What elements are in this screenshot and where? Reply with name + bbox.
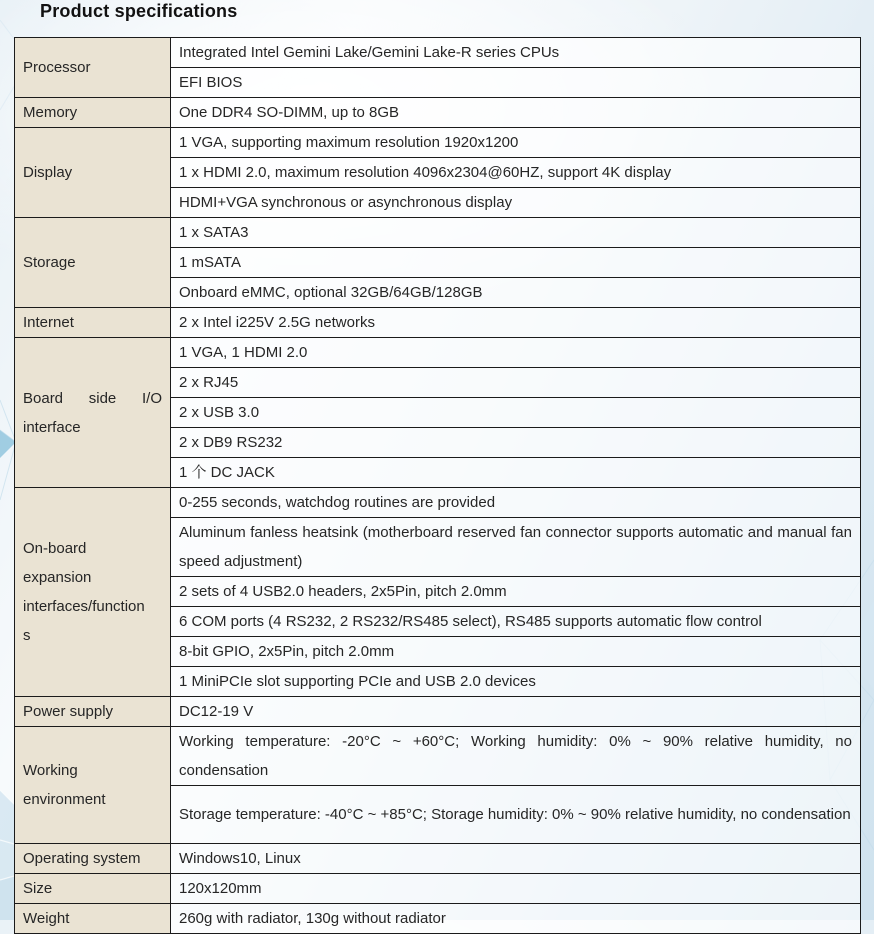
spec-value-cell: DC12-19 V [171,697,861,727]
spec-value-cell: 2 x USB 3.0 [171,398,861,428]
spec-value-cell: 2 x DB9 RS232 [171,428,861,458]
spec-value-cell: 2 x Intel i225V 2.5G networks [171,308,861,338]
spec-value-cell: Working temperature: -20°C ~ +60°C; Working humidity: 0% ~ 90% relative humidity, no condensation [171,727,861,786]
spec-label-text: Working environment [23,762,106,808]
spec-value-cell: 1 x SATA3 [171,218,861,248]
spec-label-text: Size [23,880,53,897]
spec-value-cell: 1 VGA, 1 HDMI 2.0 [171,338,861,368]
spec-value-cell: 120x120mm [171,874,861,904]
spec-label-display [15,128,171,218]
specs-table [14,37,861,934]
spec-label-power-supply [15,697,171,727]
spec-label-internet [15,308,171,338]
table-row [15,128,861,158]
table-row [15,488,861,518]
spec-value-cell: 1 mSATA [171,248,861,278]
spec-value-cell: 0-255 seconds, watchdog routines are provided [171,488,861,518]
spec-label-board-io [15,338,171,488]
spec-label-onboard-expansion [15,488,171,697]
spec-value-cell: 8-bit GPIO, 2x5Pin, pitch 2.0mm [171,637,861,667]
spec-value-cell: 2 x RJ45 [171,368,861,398]
table-row [15,218,861,248]
table-row [15,904,861,934]
spec-label-text: On-board expansion interfaces/function s [23,540,145,644]
spec-value-cell: Storage temperature: -40°C ~ +85°C; Storage humidity: 0% ~ 90% relative humidity, no condensation [171,786,861,844]
spec-label-text: Internet [23,314,74,331]
spec-value-cell: Integrated Intel Gemini Lake/Gemini Lake-R series CPUs [171,38,861,68]
table-row [15,338,861,368]
spec-value-cell: Onboard eMMC, optional 32GB/64GB/128GB [171,278,861,308]
spec-value-cell: 1 VGA, supporting maximum resolution 1920x1200 [171,128,861,158]
spec-value-cell: One DDR4 SO-DIMM, up to 8GB [171,98,861,128]
spec-value-cell: EFI BIOS [171,68,861,98]
spec-label-text: Processor [23,59,91,76]
spec-label-text: Board side I/O interface [23,389,162,436]
spec-label-operating-system [15,844,171,874]
spec-label-size [15,874,171,904]
spec-label-text: Power supply [23,703,114,720]
spec-label-text: Storage [23,254,76,271]
spec-value-cell: 2 sets of 4 USB2.0 headers, 2x5Pin, pitch 2.0mm [171,577,861,607]
table-row [15,38,861,68]
spec-value-cell: 1 个 DC JACK [171,458,861,488]
table-row [15,727,861,786]
spec-value-cell: Aluminum fanless heatsink (motherboard reserved fan connector supports automatic and manual fan speed adjustment) [171,518,861,577]
spec-label-text: Display [23,164,73,181]
table-row [15,98,861,128]
spec-value-cell: Windows10, Linux [171,844,861,874]
spec-label-processor [15,38,171,98]
spec-value-cell: 1 MiniPCIe slot supporting PCIe and USB 2.0 devices [171,667,861,697]
spec-label-weight [15,904,171,934]
spec-label-memory [15,98,171,128]
table-row [15,844,861,874]
spec-label-text: Operating system [23,850,141,867]
spec-label-text: Memory [23,104,78,121]
spec-value-cell: 260g with radiator, 130g without radiator [171,904,861,934]
spec-label-storage [15,218,171,308]
spec-value-cell: 1 x HDMI 2.0, maximum resolution 4096x2304@60HZ, support 4K display [171,158,861,188]
page-title: Product specifications [40,1,238,21]
spec-value-cell: 6 COM ports (4 RS232, 2 RS232/RS485 select), RS485 supports automatic flow control [171,607,861,637]
spec-label-text: Weight [23,910,70,927]
spec-value-cell: HDMI+VGA synchronous or asynchronous display [171,188,861,218]
table-row [15,697,861,727]
table-row [15,874,861,904]
table-row [15,308,861,338]
spec-label-working-environment [15,727,171,844]
